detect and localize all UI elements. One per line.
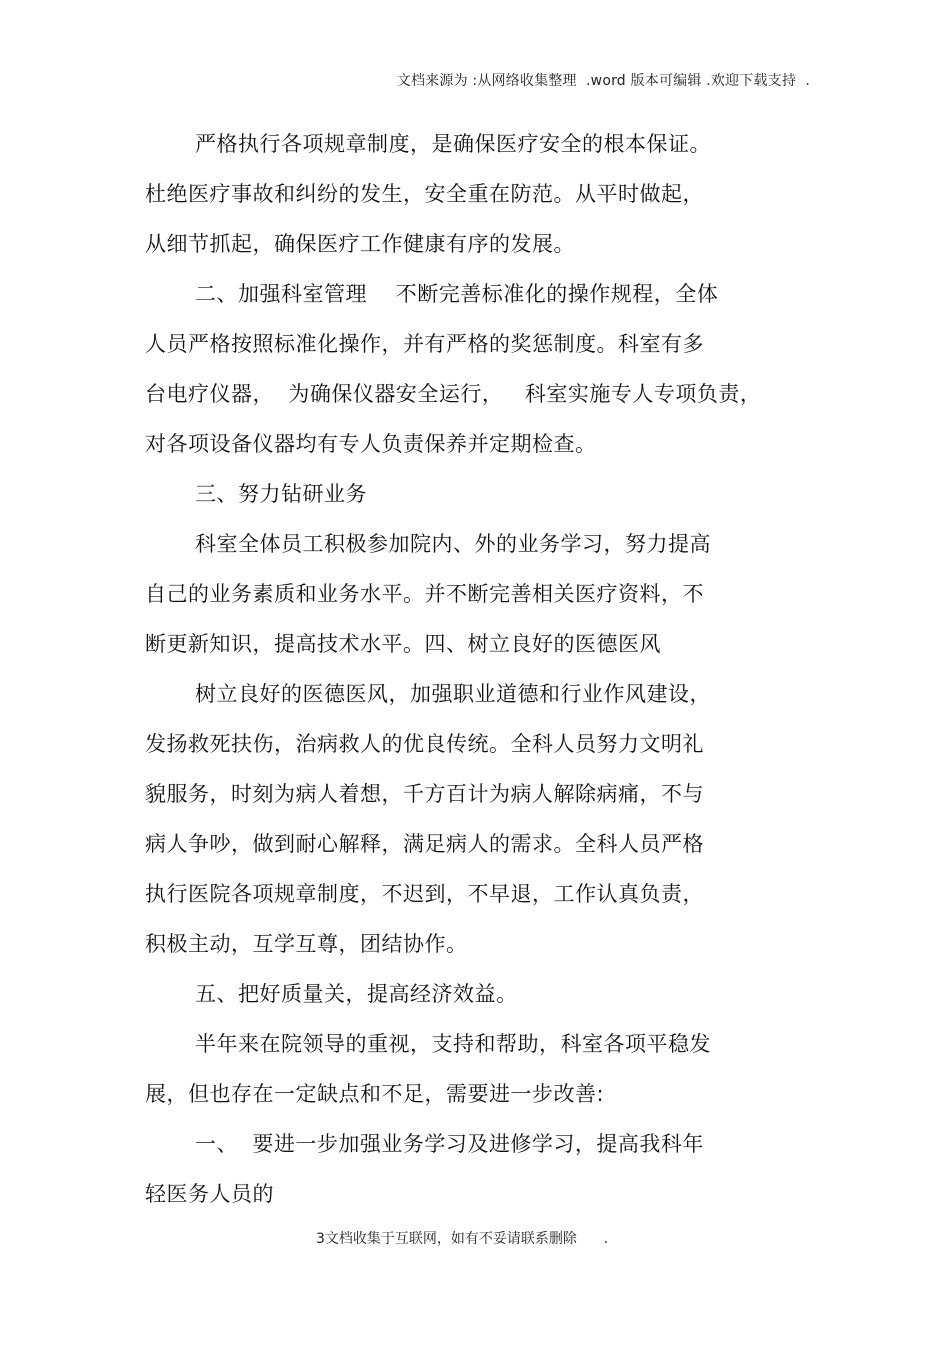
section-heading-line: 三、努力钻研业务 (195, 482, 367, 506)
section-heading-line: 五、把好质量关，提高经济效益。 (195, 982, 518, 1006)
text-line: 病人争吵，做到耐心解释，满足病人的需求。全科人员严格 (145, 832, 704, 856)
text-line: 半年来在院领导的重视，支持和帮助，科室各项平稳发 (195, 1032, 711, 1056)
text-line: 从细节抓起，确保医疗工作健康有序的发展。 (145, 232, 575, 256)
body-text (145, 124, 805, 1224)
text-line: 严格执行各项规章制度，是确保医疗安全的根本保证。 (195, 132, 711, 156)
text-line: 杜绝医疗事故和纠纷的发生，安全重在防范。从平时做起， (145, 182, 704, 206)
text-line: 轻医务人员的 (145, 1182, 274, 1206)
text-line: 自己的业务素质和业务水平。并不断完善相关医疗资料，不 (145, 582, 704, 606)
text-line: 一、 要进一步加强业务学习及进修学习，提高我科年 (195, 1132, 704, 1156)
text-line: 执行医院各项规章制度，不迟到，不早退，工作认真负责， (145, 882, 704, 906)
text-line: 积极主动，互学互尊，团结协作。 (145, 932, 468, 956)
text-line: 树立良好的医德医风，加强职业道德和行业作风建设， (195, 682, 711, 706)
text-line: 人员严格按照标准化操作，并有严格的奖惩制度。科室有多 (145, 332, 704, 356)
text-line: 貌服务，时刻为病人着想，千方百计为病人解除病痛，不与 (145, 782, 704, 806)
text-line: 科室全体员工积极参加院内、外的业务学习，努力提高 (195, 532, 711, 556)
section-heading-line: 二、加强科室管理 不断完善标准化的操作规程，全体 (195, 282, 719, 306)
page-footer: 3文档收集于互联网，如有不妥请联系删除 . (316, 1231, 609, 1247)
text-line: 对各项设备仪器均有专人负责保养并定期检查。 (145, 432, 597, 456)
text-line: 发扬救死扶伤，治病救人的优良传统。全科人员努力文明礼 (145, 732, 704, 756)
text-line: 展，但也存在一定缺点和不足，需要进一步改善: (145, 1082, 605, 1106)
text-line: 台电疗仪器， 为确保仪器安全运行， 科室实施专人专项负责， (145, 382, 762, 406)
page-header: 文档来源为 :从网络收集整理 .word 版本可编辑 .欢迎下载支持 . (396, 73, 810, 89)
text-line: 断更新知识，提高技术水平。四、树立良好的医德医风 (145, 632, 661, 656)
